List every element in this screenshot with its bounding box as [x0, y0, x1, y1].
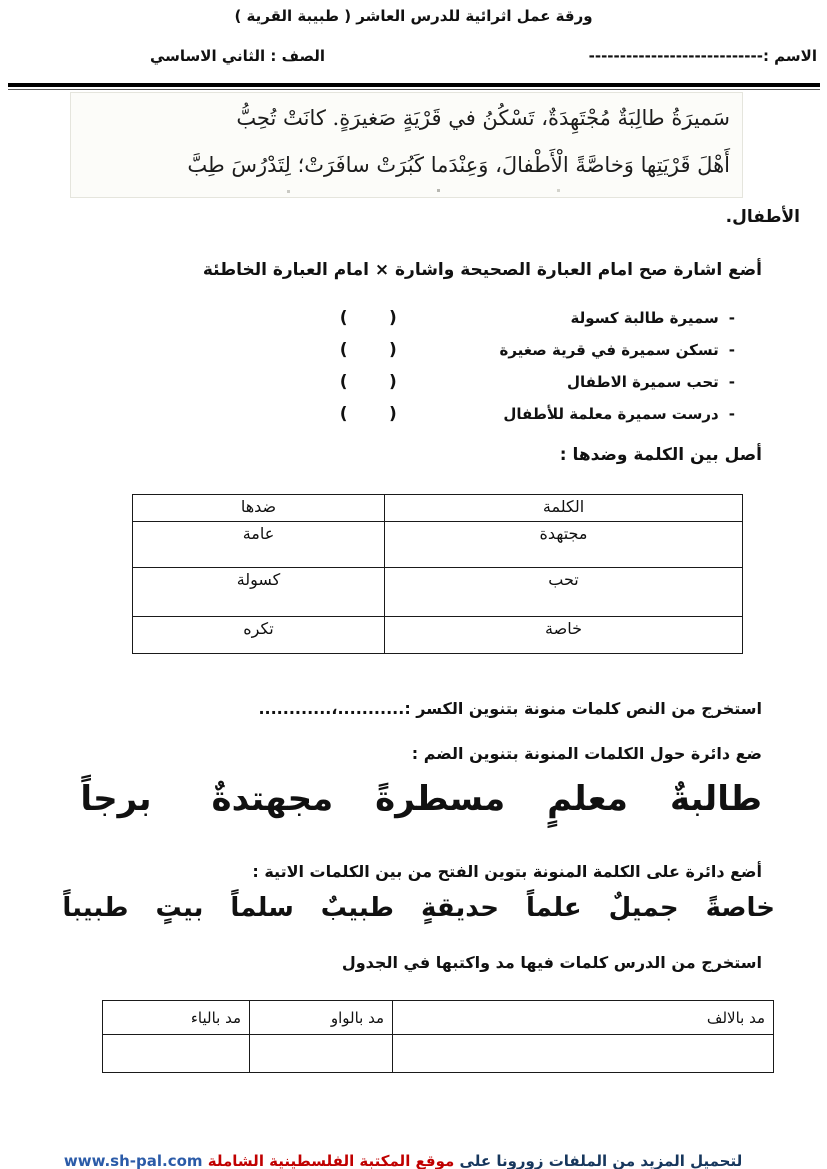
madd-yaa-cell — [103, 1035, 250, 1073]
footer-url-link[interactable]: www.sh-pal.com — [63, 1152, 203, 1169]
fatha-word: جميلٌ — [608, 893, 679, 923]
damma-word: برجاً — [80, 779, 152, 819]
table-row — [133, 568, 743, 617]
statement-text: سميرة طالبة كسولة — [570, 309, 719, 327]
dash-bullet: - — [728, 405, 735, 423]
damma-instruction: ضع دائرة حول الكلمات المنونة بتنوين الضم : — [411, 744, 762, 763]
header-divider-thin — [8, 89, 820, 90]
true-false-item — [175, 334, 735, 366]
madd-table — [102, 1000, 774, 1073]
opposite-cell: تكره — [133, 617, 385, 654]
madd-alif-cell — [393, 1035, 774, 1073]
true-false-item — [175, 302, 735, 334]
madd-header-row — [103, 1001, 774, 1035]
answer-parentheses: ( ) — [339, 372, 397, 392]
word-cell: خاصة — [385, 617, 743, 654]
fatha-word: حديقةٍ — [421, 893, 500, 923]
page-title: ورقة عمل اثرائية للدرس العاشر ( طبيبة القرية ) — [234, 7, 593, 25]
footer-text: لتحميل المزيد من الملفات زورونا على — [454, 1152, 743, 1169]
fatha-instruction: أضع دائرة على الكلمة المنونة بتوين الفتح من بين الكلمات الاتية : — [252, 862, 762, 881]
opposite-cell: عامة — [133, 522, 385, 568]
fatha-word: بيتٍ — [155, 893, 204, 923]
scan-artifact — [437, 189, 440, 192]
true-false-item — [175, 398, 735, 430]
true-false-instruction: أضع اشارة صح امام العبارة الصحيحة واشارة × امام العبارة الخاطئة — [202, 260, 762, 280]
opposite-cell: كسولة — [133, 568, 385, 617]
footer — [0, 1134, 827, 1169]
damma-word: مجهتدةٌ — [211, 779, 334, 819]
true-false-list — [175, 302, 735, 430]
fatha-word: خاصةً — [705, 893, 775, 923]
header-word: الكلمة — [385, 495, 743, 522]
fatha-word: طبيبٌ — [320, 893, 395, 923]
statement-text: درست سميرة معلمة للأطفال — [503, 405, 719, 423]
fatha-word: طبيباً — [62, 893, 129, 923]
damma-word: معلمٍ — [547, 779, 628, 819]
passage-line-1: سَميرَةُ طالِبَةٌ مُجْتَهِدَةٌ، تَسْكُنُ في قَرْيَةٍ صَغيرَةٍ. كانَتْ تُحِبُّ — [236, 106, 730, 130]
answer-parentheses: ( ) — [339, 308, 397, 328]
header-madd-alif: مد بالالف — [393, 1001, 774, 1035]
fatha-words-row — [62, 893, 775, 923]
header-opposite: ضدها — [133, 495, 385, 522]
fatha-word: علماً — [526, 893, 582, 923]
footer-site-name: موقع المكتبة الفلسطينية الشاملة — [207, 1152, 455, 1169]
madd-instruction: استخرج من الدرس كلمات فيها مد واكتبها في الجدول — [341, 953, 762, 972]
name-class-row — [10, 47, 817, 65]
header-divider — [8, 83, 820, 87]
passage-line-2: أَهْلَ قَرْيَتِها وَخاصَّةً الْأَطْفالَ، وَعِنْدَما كَبُرَتْ سافَرَتْ؛ لِتَدْرُسَ طِبَّ — [187, 153, 730, 177]
madd-empty-row — [103, 1035, 774, 1073]
dash-bullet: - — [728, 373, 735, 391]
header-madd-waw: مد بالواو — [250, 1001, 393, 1035]
table-header-row — [133, 495, 743, 522]
damma-word: مسطرةً — [375, 779, 506, 819]
passage-scan-box — [70, 92, 743, 198]
passage-tail: الأطفال. — [725, 207, 800, 227]
madd-waw-cell — [250, 1035, 393, 1073]
table-row — [133, 617, 743, 654]
match-instruction: أصل بين الكلمة وضدها : — [559, 445, 762, 465]
answer-parentheses: ( ) — [339, 340, 397, 360]
word-cell: تحب — [385, 568, 743, 617]
true-false-item — [175, 366, 735, 398]
name-field: الاسم :---------------------------- — [588, 47, 817, 65]
fatha-word: سلماً — [230, 893, 294, 923]
class-field: الصف : الثاني الاساسي — [150, 47, 326, 65]
statement-text: تحب سميرة الاطفال — [567, 373, 719, 391]
header-madd-yaa: مد بالياء — [103, 1001, 250, 1035]
table-row — [133, 522, 743, 568]
damma-word: طالبةٌ — [669, 779, 762, 819]
word-opposite-table — [132, 494, 743, 654]
kasra-extraction-line: استخرج من النص كلمات منونة بتنوين الكسر :...........،............ — [258, 699, 762, 718]
word-cell: مجتهدة — [385, 522, 743, 568]
dash-bullet: - — [728, 309, 735, 327]
dash-bullet: - — [728, 341, 735, 359]
damma-words-row — [80, 779, 762, 819]
answer-parentheses: ( ) — [339, 404, 397, 424]
statement-text: تسكن سميرة في قرية صغيرة — [499, 341, 719, 359]
